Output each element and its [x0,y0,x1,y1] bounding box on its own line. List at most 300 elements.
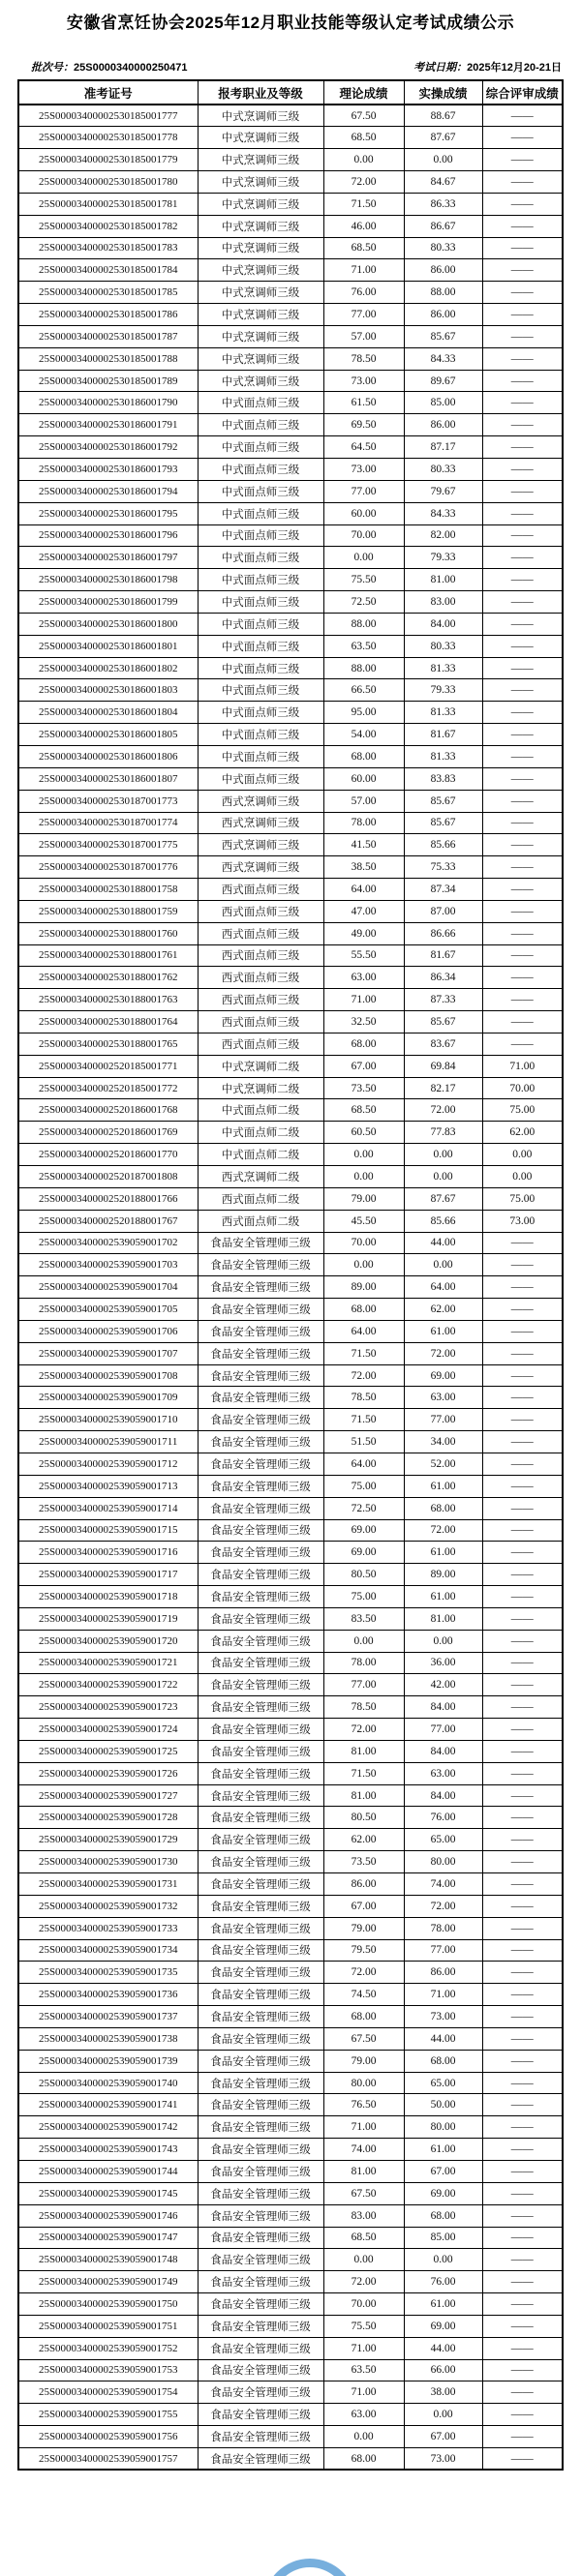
comprehensive-score-cell: —— [482,1607,563,1630]
table-row [18,2447,563,2470]
practical-score-cell: 84.33 [404,502,482,524]
theory-score-cell: 68.00 [323,1033,404,1055]
admission-number-cell: 25S00003400002530186001797 [18,547,198,569]
theory-score-cell: 70.00 [323,2293,404,2316]
table-row [18,2050,563,2072]
practical-score-cell: 73.00 [404,2447,482,2470]
practical-score-cell: 81.33 [404,657,482,679]
admission-number-cell: 25S00003400002539059001726 [18,1762,198,1784]
practical-score-cell: 81.00 [404,569,482,591]
theory-score-cell: 67.50 [323,105,404,127]
table-row [18,2182,563,2204]
column-header-2: 理论成绩 [323,80,404,105]
occupation-level-cell: 食品安全管理师三级 [198,2227,323,2249]
admission-number-cell: 25S00003400002539059001702 [18,1232,198,1254]
theory-score-cell: 68.00 [323,2447,404,2470]
practical-score-cell: 87.00 [404,900,482,922]
occupation-level-cell: 中式面点师三级 [198,613,323,635]
practical-score-cell: 80.33 [404,635,482,657]
practical-score-cell: 66.00 [404,2359,482,2381]
comprehensive-score-cell: —— [482,856,563,879]
table-row [18,1719,563,1741]
theory-score-cell: 76.50 [323,2094,404,2116]
theory-score-cell: 67.00 [323,1055,404,1077]
occupation-level-cell: 西式烹调师三级 [198,834,323,856]
theory-score-cell: 63.00 [323,967,404,989]
occupation-level-cell: 食品安全管理师三级 [198,1630,323,1652]
comprehensive-score-cell: —— [482,834,563,856]
comprehensive-score-cell: —— [482,2227,563,2249]
theory-score-cell: 68.50 [323,2227,404,2249]
theory-score-cell: 72.00 [323,2271,404,2293]
table-row [18,944,563,967]
occupation-level-cell: 食品安全管理师三级 [198,1254,323,1276]
comprehensive-score-cell: —— [482,2160,563,2182]
admission-number-cell: 25S00003400002539059001746 [18,2204,198,2227]
theory-score-cell: 95.00 [323,702,404,724]
admission-number-cell: 25S00003400002530185001777 [18,105,198,127]
table-row [18,127,563,149]
theory-score-cell: 71.00 [323,989,404,1011]
practical-score-cell: 86.66 [404,922,482,944]
table-row [18,2072,563,2094]
practical-score-cell: 83.00 [404,591,482,614]
theory-score-cell: 79.00 [323,2050,404,2072]
comprehensive-score-cell: —— [482,1851,563,1873]
admission-number-cell: 25S00003400002539059001747 [18,2227,198,2249]
table-row [18,1519,563,1542]
comprehensive-score-cell: —— [482,2182,563,2204]
occupation-level-cell: 食品安全管理师三级 [198,1387,323,1409]
occupation-level-cell: 食品安全管理师三级 [198,2381,323,2404]
theory-score-cell: 79.00 [323,1917,404,1939]
occupation-level-cell: 食品安全管理师三级 [198,2006,323,2028]
table-row [18,1122,563,1144]
occupation-level-cell: 中式面点师三级 [198,591,323,614]
occupation-level-cell: 西式面点师三级 [198,944,323,967]
practical-score-cell: 85.66 [404,834,482,856]
occupation-level-cell: 中式烹调师二级 [198,1077,323,1099]
theory-score-cell: 74.50 [323,1984,404,2006]
comprehensive-score-cell: —— [482,900,563,922]
occupation-level-cell: 食品安全管理师三级 [198,2404,323,2426]
admission-number-cell: 25S00003400002539059001742 [18,2116,198,2139]
table-row [18,1740,563,1762]
occupation-level-cell: 西式烹调师三级 [198,790,323,812]
admission-number-cell: 25S00003400002530188001758 [18,879,198,901]
practical-score-cell: 87.17 [404,436,482,459]
comprehensive-score-cell: —— [482,767,563,790]
admission-number-cell: 25S00003400002539059001738 [18,2027,198,2050]
admission-number-cell: 25S00003400002539059001732 [18,1895,198,1917]
theory-score-cell: 78.50 [323,347,404,370]
comprehensive-score-cell: —— [482,1564,563,1586]
table-row [18,1342,563,1364]
theory-score-cell: 66.50 [323,679,404,702]
practical-score-cell: 85.00 [404,392,482,414]
practical-score-cell: 78.00 [404,1917,482,1939]
theory-score-cell: 46.00 [323,215,404,237]
occupation-level-cell: 食品安全管理师三级 [198,1895,323,1917]
occupation-level-cell: 食品安全管理师三级 [198,1364,323,1387]
table-row [18,879,563,901]
admission-number-cell: 25S00003400002530186001805 [18,724,198,746]
table-row [18,2139,563,2161]
comprehensive-score-cell: —— [482,2094,563,2116]
practical-score-cell: 62.00 [404,1299,482,1321]
practical-score-cell: 76.00 [404,1807,482,1829]
table-row [18,459,563,481]
admission-number-cell: 25S00003400002539059001740 [18,2072,198,2094]
practical-score-cell: 67.00 [404,2426,482,2448]
table-row [18,679,563,702]
practical-score-cell: 89.67 [404,370,482,392]
comprehensive-score-cell: —— [482,524,563,547]
table-row [18,900,563,922]
occupation-level-cell: 食品安全管理师三级 [198,2072,323,2094]
theory-score-cell: 72.00 [323,1719,404,1741]
admission-number-cell: 25S00003400002530186001790 [18,392,198,414]
table-row [18,989,563,1011]
theory-score-cell: 80.50 [323,1807,404,1829]
table-row [18,2094,563,2116]
theory-score-cell: 75.50 [323,569,404,591]
comprehensive-score-cell: —— [482,2249,563,2271]
theory-score-cell: 72.00 [323,1364,404,1387]
admission-number-cell: 25S00003400002530186001796 [18,524,198,547]
table-row [18,1851,563,1873]
practical-score-cell: 84.33 [404,347,482,370]
theory-score-cell: 64.00 [323,1453,404,1475]
comprehensive-score-cell: —— [482,1762,563,1784]
table-row [18,171,563,194]
theory-score-cell: 69.00 [323,1519,404,1542]
table-row [18,1299,563,1321]
table-row [18,259,563,282]
occupation-level-cell: 西式面点师三级 [198,922,323,944]
comprehensive-score-cell: —— [482,1895,563,1917]
table-row [18,1939,563,1962]
table-row [18,392,563,414]
theory-score-cell: 57.00 [323,325,404,347]
comprehensive-score-cell: 0.00 [482,1166,563,1188]
admission-number-cell: 25S00003400002530188001764 [18,1011,198,1033]
occupation-level-cell: 中式面点师二级 [198,1144,323,1166]
admission-number-cell: 25S00003400002539059001744 [18,2160,198,2182]
theory-score-cell: 78.00 [323,812,404,834]
occupation-level-cell: 食品安全管理师三级 [198,1342,323,1364]
occupation-level-cell: 中式面点师三级 [198,436,323,459]
table-row [18,2337,563,2359]
comprehensive-score-cell: —— [482,790,563,812]
theory-score-cell: 55.50 [323,944,404,967]
comprehensive-score-cell: —— [482,635,563,657]
practical-score-cell: 85.67 [404,1011,482,1033]
theory-score-cell: 0.00 [323,2426,404,2448]
occupation-level-cell: 食品安全管理师三级 [198,1984,323,2006]
occupation-level-cell: 食品安全管理师三级 [198,1652,323,1674]
admission-number-cell: 25S00003400002539059001709 [18,1387,198,1409]
admission-number-cell: 25S00003400002530186001793 [18,459,198,481]
occupation-level-cell: 食品安全管理师三级 [198,1276,323,1299]
occupation-level-cell: 西式烹调师三级 [198,812,323,834]
theory-score-cell: 67.50 [323,2182,404,2204]
practical-score-cell: 71.00 [404,1984,482,2006]
occupation-level-cell: 中式烹调师三级 [198,215,323,237]
admission-number-cell: 25S00003400002530186001804 [18,702,198,724]
theory-score-cell: 70.00 [323,524,404,547]
theory-score-cell: 60.50 [323,1122,404,1144]
table-row [18,812,563,834]
comprehensive-score-cell: —— [482,879,563,901]
occupation-level-cell: 中式面点师三级 [198,767,323,790]
comprehensive-score-cell: —— [482,2116,563,2139]
theory-score-cell: 71.00 [323,2381,404,2404]
table-row [18,1431,563,1453]
occupation-level-cell: 中式烹调师三级 [198,105,323,127]
theory-score-cell: 80.50 [323,1564,404,1586]
admission-number-cell: 25S00003400002539059001756 [18,2426,198,2448]
table-row [18,105,563,127]
admission-number-cell: 25S00003400002530185001785 [18,282,198,304]
theory-score-cell: 62.00 [323,1829,404,1851]
comprehensive-score-cell: —— [482,613,563,635]
comprehensive-score-cell: —— [482,193,563,215]
practical-score-cell: 44.00 [404,2337,482,2359]
comprehensive-score-cell: —— [482,702,563,724]
theory-score-cell: 0.00 [323,547,404,569]
table-row [18,547,563,569]
admission-number-cell: 25S00003400002530185001783 [18,237,198,259]
practical-score-cell: 61.00 [404,2139,482,2161]
theory-score-cell: 74.00 [323,2139,404,2161]
theory-score-cell: 63.50 [323,2359,404,2381]
comprehensive-score-cell: —— [482,1829,563,1851]
practical-score-cell: 0.00 [404,149,482,171]
practical-score-cell: 68.00 [404,2204,482,2227]
comprehensive-score-cell: —— [482,2447,563,2470]
occupation-level-cell: 食品安全管理师三级 [198,1497,323,1519]
practical-score-cell: 0.00 [404,1630,482,1652]
practical-score-cell: 72.00 [404,1519,482,1542]
occupation-level-cell: 食品安全管理师三级 [198,1939,323,1962]
occupation-level-cell: 食品安全管理师三级 [198,1696,323,1719]
practical-score-cell: 0.00 [404,1144,482,1166]
theory-score-cell: 68.00 [323,2006,404,2028]
practical-score-cell: 86.67 [404,215,482,237]
table-row [18,569,563,591]
table-row [18,790,563,812]
occupation-level-cell: 食品安全管理师三级 [198,2271,323,2293]
comprehensive-score-cell: —— [482,282,563,304]
occupation-level-cell: 西式面点师三级 [198,1033,323,1055]
practical-score-cell: 84.00 [404,1696,482,1719]
occupation-level-cell: 食品安全管理师三级 [198,2337,323,2359]
table-row [18,1807,563,1829]
admission-number-cell: 25S00003400002530185001782 [18,215,198,237]
table-row [18,1542,563,1564]
comprehensive-score-cell: 71.00 [482,1055,563,1077]
comprehensive-score-cell: —— [482,1984,563,2006]
table-row [18,480,563,502]
practical-score-cell: 84.00 [404,613,482,635]
admission-number-cell: 25S00003400002530187001775 [18,834,198,856]
theory-score-cell: 88.00 [323,657,404,679]
table-row [18,1762,563,1784]
occupation-level-cell: 中式面点师三级 [198,392,323,414]
admission-number-cell: 25S00003400002539059001712 [18,1453,198,1475]
table-row [18,702,563,724]
admission-number-cell: 25S00003400002539059001749 [18,2271,198,2293]
admission-number-cell: 25S00003400002539059001757 [18,2447,198,2470]
theory-score-cell: 71.50 [323,193,404,215]
admission-number-cell: 25S00003400002539059001735 [18,1962,198,1984]
practical-score-cell: 74.00 [404,1873,482,1896]
admission-number-cell: 25S00003400002539059001722 [18,1674,198,1696]
admission-number-cell: 25S00003400002530187001773 [18,790,198,812]
admission-number-cell: 25S00003400002539059001714 [18,1497,198,1519]
table-row [18,657,563,679]
comprehensive-score-cell: —— [482,1364,563,1387]
table-row [18,325,563,347]
column-header-4: 综合评审成绩 [482,80,563,105]
theory-score-cell: 68.00 [323,745,404,767]
practical-score-cell: 44.00 [404,2027,482,2050]
practical-score-cell: 42.00 [404,1674,482,1696]
comprehensive-score-cell: —— [482,2050,563,2072]
theory-score-cell: 83.50 [323,1607,404,1630]
admission-number-cell: 25S00003400002539059001727 [18,1784,198,1807]
table-row [18,1962,563,1984]
occupation-level-cell: 食品安全管理师三级 [198,2050,323,2072]
theory-score-cell: 83.00 [323,2204,404,2227]
admission-number-cell: 25S00003400002539059001721 [18,1652,198,1674]
comprehensive-score-cell: —— [482,1519,563,1542]
table-row [18,1674,563,1696]
occupation-level-cell: 西式面点师三级 [198,989,323,1011]
occupation-level-cell: 食品安全管理师三级 [198,2116,323,2139]
occupation-level-cell: 食品安全管理师三级 [198,2027,323,2050]
admission-number-cell: 25S00003400002530185001788 [18,347,198,370]
admission-number-cell: 25S00003400002530186001807 [18,767,198,790]
occupation-level-cell: 中式面点师三级 [198,414,323,436]
table-row [18,414,563,436]
practical-score-cell: 77.00 [404,1939,482,1962]
comprehensive-score-cell: —— [482,1939,563,1962]
practical-score-cell: 68.00 [404,2050,482,2072]
table-row [18,635,563,657]
admission-number-cell: 25S00003400002530185001786 [18,304,198,326]
table-row [18,1984,563,2006]
theory-score-cell: 63.50 [323,635,404,657]
table-row [18,724,563,746]
practical-score-cell: 81.33 [404,702,482,724]
admission-number-cell: 25S00003400002530185001787 [18,325,198,347]
practical-score-cell: 65.00 [404,1829,482,1851]
admission-number-cell: 25S00003400002539059001718 [18,1586,198,1608]
occupation-level-cell: 中式烹调师三级 [198,282,323,304]
occupation-level-cell: 中式烹调师三级 [198,370,323,392]
table-row [18,1917,563,1939]
comprehensive-score-cell: —— [482,1917,563,1939]
results-table [17,79,564,2471]
theory-score-cell: 76.00 [323,282,404,304]
practical-score-cell: 85.67 [404,325,482,347]
admission-number-cell: 25S00003400002539059001717 [18,1564,198,1586]
comprehensive-score-cell: —— [482,657,563,679]
table-row [18,2404,563,2426]
table-row [18,1144,563,1166]
occupation-level-cell: 食品安全管理师三级 [198,2094,323,2116]
comprehensive-score-cell: —— [482,1299,563,1321]
practical-score-cell: 75.33 [404,856,482,879]
theory-score-cell: 71.00 [323,259,404,282]
theory-score-cell: 64.50 [323,436,404,459]
admission-number-cell: 25S00003400002530185001789 [18,370,198,392]
table-row [18,282,563,304]
admission-number-cell: 25S00003400002530186001792 [18,436,198,459]
comprehensive-score-cell: —— [482,480,563,502]
occupation-level-cell: 食品安全管理师三级 [198,1873,323,1896]
comprehensive-score-cell: 70.00 [482,1077,563,1099]
table-row [18,1320,563,1342]
occupation-level-cell: 西式面点师三级 [198,900,323,922]
admission-number-cell: 25S00003400002539059001728 [18,1807,198,1829]
admission-number-cell: 25S00003400002539059001754 [18,2381,198,2404]
admission-number-cell: 25S00003400002539059001711 [18,1431,198,1453]
theory-score-cell: 81.00 [323,1740,404,1762]
practical-score-cell: 77.83 [404,1122,482,1144]
occupation-level-cell: 食品安全管理师三级 [198,2182,323,2204]
admission-number-cell: 25S00003400002530185001780 [18,171,198,194]
table-row [18,215,563,237]
occupation-level-cell: 中式面点师三级 [198,702,323,724]
occupation-level-cell: 食品安全管理师三级 [198,1719,323,1741]
table-row [18,591,563,614]
admission-number-cell: 25S00003400002539059001736 [18,1984,198,2006]
table-row [18,524,563,547]
occupation-level-cell: 中式烹调师三级 [198,347,323,370]
theory-score-cell: 80.00 [323,2072,404,2094]
table-row [18,1011,563,1033]
theory-score-cell: 69.50 [323,414,404,436]
admission-number-cell: 25S00003400002539059001737 [18,2006,198,2028]
table-row [18,502,563,524]
theory-score-cell: 63.00 [323,2404,404,2426]
theory-score-cell: 72.00 [323,1962,404,1984]
admission-number-cell: 25S00003400002530188001760 [18,922,198,944]
theory-score-cell: 0.00 [323,1254,404,1276]
theory-score-cell: 75.00 [323,1586,404,1608]
comprehensive-score-cell: —— [482,2315,563,2337]
comprehensive-score-cell: —— [482,1254,563,1276]
theory-score-cell: 64.00 [323,1320,404,1342]
practical-score-cell: 61.00 [404,1475,482,1497]
table-row [18,2006,563,2028]
admission-number-cell: 25S00003400002530185001779 [18,149,198,171]
practical-score-cell: 72.00 [404,1895,482,1917]
practical-score-cell: 86.00 [404,259,482,282]
occupation-level-cell: 食品安全管理师三级 [198,1917,323,1939]
occupation-level-cell: 食品安全管理师三级 [198,1762,323,1784]
practical-score-cell: 61.00 [404,1586,482,1608]
theory-score-cell: 71.50 [323,1342,404,1364]
practical-score-cell: 0.00 [404,2249,482,2271]
practical-score-cell: 0.00 [404,1166,482,1188]
admission-number-cell: 25S00003400002539059001748 [18,2249,198,2271]
occupation-level-cell: 中式烹调师三级 [198,325,323,347]
theory-score-cell: 0.00 [323,1166,404,1188]
